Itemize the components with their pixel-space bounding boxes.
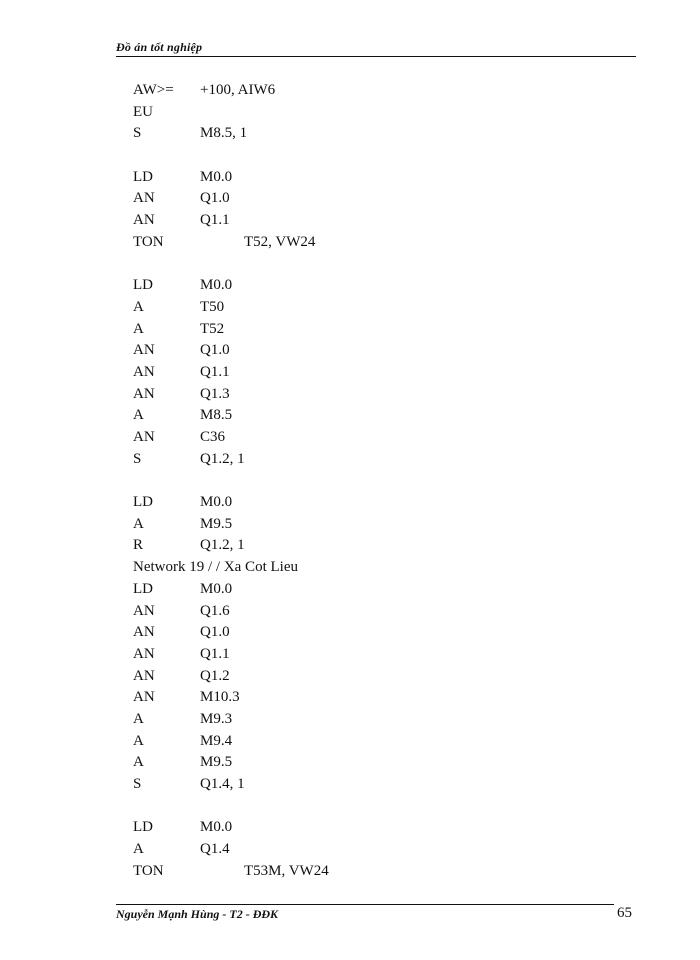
footer-author: Nguyễn Mạnh Hùng - T2 - ĐĐK bbox=[116, 907, 279, 921]
network-comment: Network 19 / / Xa Cot Lieu bbox=[133, 559, 298, 576]
instruction-opcode: AN bbox=[133, 645, 155, 662]
instruction-operand: M0.0 bbox=[200, 819, 233, 836]
instruction-operand: M0.0 bbox=[200, 580, 233, 597]
blank-line bbox=[133, 254, 613, 276]
instruction-operand: Q1.4, 1 bbox=[200, 776, 245, 792]
instruction-line bbox=[133, 427, 613, 449]
code-listing bbox=[133, 80, 613, 882]
instruction-operand: Q1.0 bbox=[200, 624, 230, 641]
instruction-operand: Q1.2 bbox=[200, 667, 230, 684]
instruction-operand: M10.3 bbox=[200, 689, 240, 706]
instruction-opcode: LD bbox=[133, 580, 153, 597]
instruction-line bbox=[133, 514, 613, 536]
instruction-line bbox=[133, 644, 613, 666]
instruction-operand: Q1.2, 1 bbox=[200, 537, 245, 554]
instruction-line bbox=[133, 297, 613, 319]
instruction-opcode: AN bbox=[133, 602, 155, 619]
instruction-opcode: S bbox=[133, 125, 142, 142]
instruction-line bbox=[133, 687, 613, 709]
instruction-line bbox=[133, 579, 613, 601]
instruction-opcode: EU bbox=[133, 103, 153, 120]
instruction-line bbox=[133, 839, 613, 861]
blank-line bbox=[133, 145, 613, 167]
instruction-opcode: LD bbox=[133, 277, 153, 294]
instruction-operand: M8.5, 1 bbox=[200, 125, 248, 142]
instruction-line bbox=[133, 275, 613, 297]
instruction-operand: Q1.1 bbox=[200, 645, 230, 662]
instruction-line bbox=[133, 666, 613, 688]
instruction-opcode: AN bbox=[133, 429, 155, 445]
instruction-operand: T52, VW24 bbox=[244, 233, 316, 250]
instruction-operand: T53M, VW24 bbox=[244, 862, 329, 879]
instruction-operand: T52 bbox=[200, 320, 225, 337]
instruction-operand: Q1.0 bbox=[200, 190, 230, 207]
instruction-operand: M9.5 bbox=[200, 515, 233, 532]
instruction-line bbox=[133, 752, 613, 774]
instruction-line bbox=[133, 601, 613, 623]
instruction-opcode: TON bbox=[133, 862, 164, 879]
instruction-operand: Q1.1 bbox=[200, 363, 230, 380]
blank-line bbox=[133, 796, 613, 818]
instruction-line bbox=[133, 709, 613, 731]
instruction-line bbox=[133, 232, 613, 254]
instruction-line bbox=[133, 80, 613, 102]
instruction-opcode: LD bbox=[133, 494, 153, 511]
instruction-line bbox=[133, 731, 613, 753]
header-divider bbox=[116, 56, 636, 57]
instruction-operand: Q1.1 bbox=[200, 212, 230, 229]
instruction-opcode: LD bbox=[133, 819, 153, 836]
instruction-opcode: A bbox=[133, 732, 144, 749]
instruction-opcode: S bbox=[133, 776, 142, 792]
page-header-title: Đồ án tốt nghiệp bbox=[116, 40, 203, 54]
instruction-opcode: AN bbox=[133, 363, 155, 380]
instruction-line bbox=[133, 362, 613, 384]
instruction-line bbox=[133, 340, 613, 362]
instruction-line bbox=[133, 102, 613, 124]
instruction-line bbox=[133, 774, 613, 796]
instruction-opcode: A bbox=[133, 320, 144, 337]
instruction-line bbox=[133, 535, 613, 557]
instruction-opcode: AN bbox=[133, 385, 155, 402]
instruction-operand: +100, AIW6 bbox=[200, 82, 276, 98]
instruction-opcode: A bbox=[133, 754, 144, 771]
instruction-opcode: TON bbox=[133, 233, 164, 250]
instruction-operand: M8.5 bbox=[200, 407, 233, 424]
instruction-opcode: A bbox=[133, 710, 144, 727]
instruction-opcode: S bbox=[133, 450, 142, 467]
instruction-opcode: AN bbox=[133, 624, 155, 641]
instruction-opcode: AN bbox=[133, 342, 155, 359]
instruction-operand: Q1.4 bbox=[200, 841, 230, 858]
instruction-opcode: AN bbox=[133, 667, 155, 684]
instruction-opcode: AN bbox=[133, 689, 155, 706]
instruction-operand: Q1.0 bbox=[200, 342, 230, 359]
instruction-opcode: A bbox=[133, 298, 144, 315]
instruction-opcode: AW>= bbox=[133, 82, 174, 98]
instruction-line bbox=[133, 210, 613, 232]
instruction-operand: Q1.2, 1 bbox=[200, 450, 245, 467]
page-number: 65 bbox=[617, 905, 632, 921]
instruction-opcode: LD bbox=[133, 168, 153, 185]
instruction-line bbox=[133, 319, 613, 341]
instruction-line bbox=[133, 817, 613, 839]
instruction-opcode: A bbox=[133, 841, 144, 858]
instruction-line bbox=[133, 167, 613, 189]
instruction-operand: Q1.6 bbox=[200, 602, 230, 619]
instruction-operand: M9.4 bbox=[200, 732, 233, 749]
instruction-opcode: AN bbox=[133, 212, 155, 229]
instruction-line bbox=[133, 188, 613, 210]
instruction-opcode: AN bbox=[133, 190, 155, 207]
instruction-opcode: R bbox=[133, 537, 144, 554]
instruction-line bbox=[133, 622, 613, 644]
instruction-operand: M0.0 bbox=[200, 494, 233, 511]
footer-divider bbox=[116, 904, 614, 905]
instruction-operand: Q1.3 bbox=[200, 385, 230, 402]
instruction-line bbox=[133, 123, 613, 145]
blank-line bbox=[133, 470, 613, 492]
instruction-opcode: A bbox=[133, 515, 144, 532]
instruction-operand: M0.0 bbox=[200, 168, 233, 185]
instruction-line bbox=[133, 384, 613, 406]
instruction-line bbox=[133, 405, 613, 427]
instruction-line bbox=[133, 492, 613, 514]
instruction-operand: T50 bbox=[200, 298, 225, 315]
network-comment-line bbox=[133, 557, 613, 579]
instruction-operand: M9.3 bbox=[200, 710, 233, 727]
instruction-operand: C36 bbox=[200, 429, 226, 445]
instruction-operand: M0.0 bbox=[200, 277, 233, 294]
instruction-operand: M9.5 bbox=[200, 754, 233, 771]
instruction-line bbox=[133, 861, 613, 883]
instruction-opcode: A bbox=[133, 407, 144, 424]
instruction-line bbox=[133, 449, 613, 471]
